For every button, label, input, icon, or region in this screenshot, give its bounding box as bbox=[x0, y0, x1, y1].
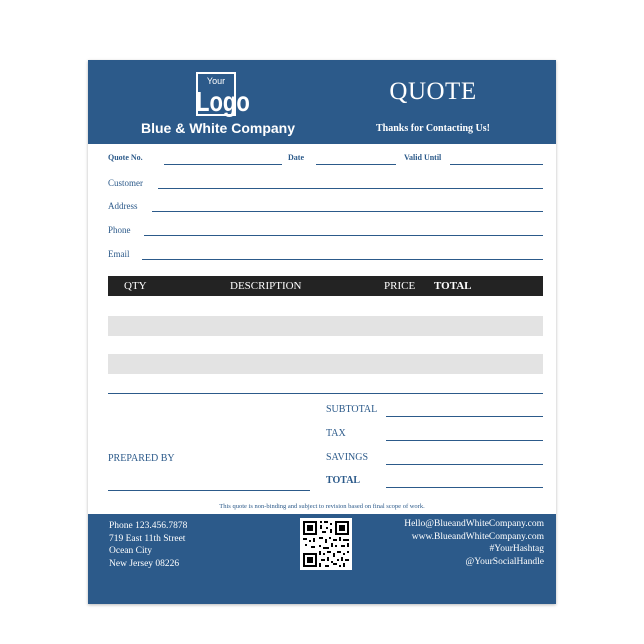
customer-label: Customer bbox=[108, 178, 143, 188]
logo-your-text: Your bbox=[206, 76, 226, 86]
total-line[interactable] bbox=[386, 487, 543, 488]
valid-until-label: Valid Until bbox=[404, 153, 442, 162]
address-line[interactable] bbox=[152, 211, 543, 212]
subtotal-label: SUBTOTAL bbox=[326, 404, 378, 415]
email-line[interactable] bbox=[142, 259, 543, 260]
description-header: DESCRIPTION bbox=[230, 280, 302, 292]
footer-banner bbox=[88, 514, 556, 604]
subtotal-line[interactable] bbox=[386, 416, 543, 417]
footer-website[interactable]: www.BlueandWhiteCompany.com bbox=[411, 531, 544, 542]
date-line[interactable] bbox=[316, 164, 396, 165]
email-label: Email bbox=[108, 249, 130, 259]
footer-phone: Phone 123.456.7878 bbox=[109, 521, 188, 531]
prepared-by-line[interactable] bbox=[108, 490, 310, 491]
valid-until-line[interactable] bbox=[450, 164, 543, 165]
logo-word-text: Logo bbox=[196, 86, 250, 118]
phone-label: Phone bbox=[108, 225, 131, 235]
total-label: TOTAL bbox=[326, 475, 361, 486]
document-title: QUOTE bbox=[389, 78, 477, 105]
quote-notepad bbox=[88, 60, 556, 604]
quote-no-label: Quote No. bbox=[108, 153, 143, 162]
tax-label: TAX bbox=[326, 428, 346, 439]
tax-line[interactable] bbox=[386, 440, 543, 441]
tagline: Thanks for Contacting Us! bbox=[376, 123, 490, 134]
item-row[interactable] bbox=[108, 316, 543, 336]
logo-placeholder bbox=[196, 72, 250, 118]
quote-no-line[interactable] bbox=[164, 164, 282, 165]
header-banner bbox=[88, 60, 556, 144]
qr-code-icon bbox=[300, 518, 352, 570]
total-header: TOTAL bbox=[434, 280, 472, 292]
company-name: Blue & White Company bbox=[140, 120, 295, 136]
items-table-header bbox=[108, 276, 543, 296]
contact-address-block bbox=[109, 520, 187, 570]
prepared-by-label: PREPARED BY bbox=[108, 453, 175, 464]
date-label: Date bbox=[288, 153, 304, 162]
price-header: PRICE bbox=[384, 280, 416, 292]
contact-online-block bbox=[404, 518, 544, 568]
footer-hashtag: #YourHashtag bbox=[489, 544, 544, 554]
footer-street: 719 East 11th Street bbox=[109, 533, 186, 544]
item-row[interactable] bbox=[108, 354, 543, 374]
footer-social: @YourSocialHandle bbox=[465, 556, 544, 567]
savings-label: SAVINGS bbox=[326, 452, 369, 463]
qty-header: QTY bbox=[124, 280, 147, 292]
customer-line[interactable] bbox=[158, 188, 543, 189]
footer-state-zip: New Jersey 08226 bbox=[109, 558, 180, 569]
items-bottom-line bbox=[108, 393, 543, 394]
address-label: Address bbox=[108, 201, 138, 211]
disclaimer-text: This quote is non-binding and subject to revision based on final scope of work. bbox=[219, 503, 425, 510]
phone-line[interactable] bbox=[144, 235, 543, 236]
savings-line[interactable] bbox=[386, 464, 543, 465]
footer-email[interactable]: Hello@BlueandWhiteCompany.com bbox=[404, 519, 544, 529]
footer-city: Ocean City bbox=[109, 546, 153, 556]
